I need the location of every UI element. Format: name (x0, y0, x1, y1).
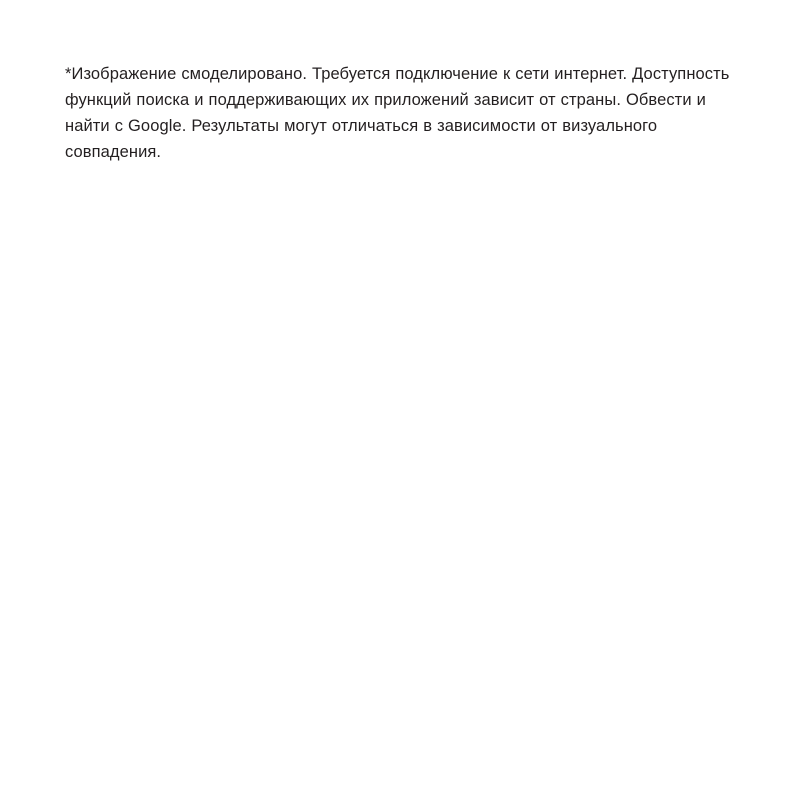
disclaimer-text: *Изображение смоделировано. Требуется подключение к сети интернет. Доступность функций поиска и поддерживающих их приложений зависит от страны. Обвести и найти с Google. Результаты могут отличаться в зависимости от визуального совпадения. (65, 64, 730, 161)
